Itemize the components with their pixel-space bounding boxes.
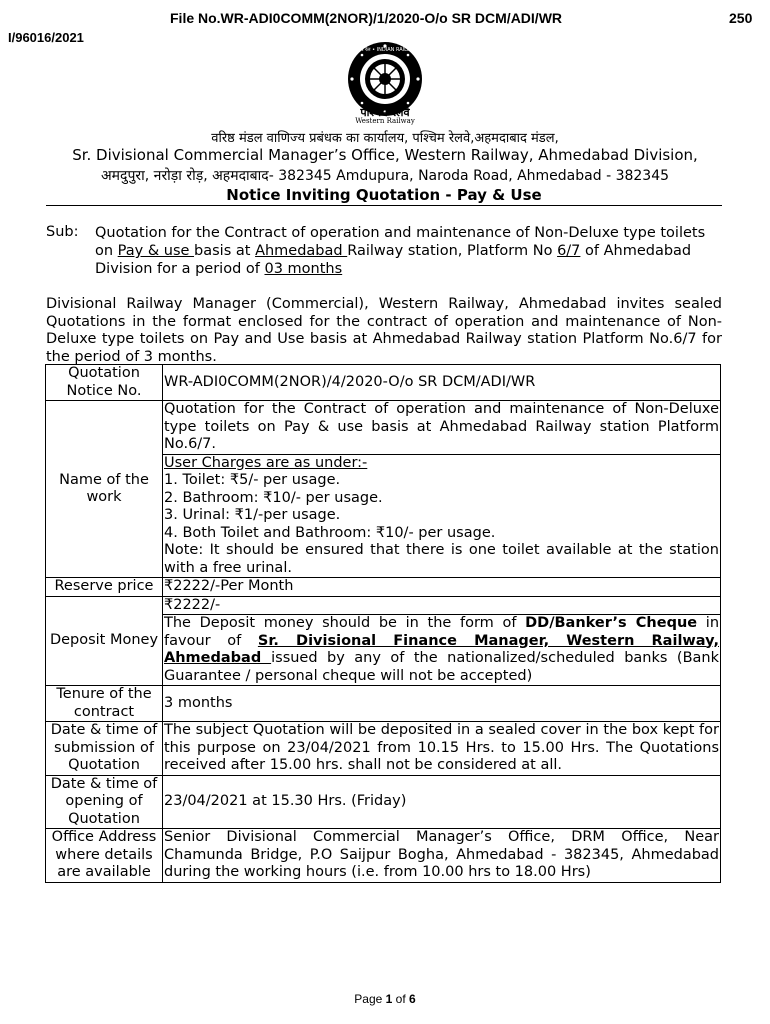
page-footer: Page 1 of 6 <box>354 992 416 1006</box>
notice-no-label: Quotation Notice No. <box>46 365 163 401</box>
intro-paragraph: Divisional Railway Manager (Commercial), Western Railway, Ahmedabad invites sealed Quotations in the format enclosed for the contract of operation and maintenance of Non-Deluxe type toilets on Pay and Use basis at Ahmedabad Railway station Platform No.6/7 for the period of 3 months. <box>46 296 722 365</box>
tenure-label: Tenure of the contract <box>46 686 163 722</box>
notice-title: Notice Inviting Quotation - Pay & Use <box>46 186 722 206</box>
opening-label: Date & time of opening of Quotation <box>46 775 163 829</box>
charge-item: 2. Bathroom: ₹10/- per usage. <box>164 489 383 506</box>
logo-ring-text: भारतीय रेल • INDIAN RAILWAYS <box>349 47 421 53</box>
office-address: अमदुपुरा, नरोड़ा रोड़, अहमदाबाद- 382345 Amdupura, Naroda Road, Ahmedabad - 382345 <box>100 168 670 184</box>
office-address-label: Office Address where details are available <box>46 829 163 883</box>
reserve-price-value: ₹2222/-Per Month <box>163 578 721 597</box>
work-description: Quotation for the Contract of operation and maintenance of Non-Deluxe type toilets on Pay & use basis at Ahmedabad Railway station Platform No.6/7. <box>164 401 719 452</box>
subject-text: Quotation for the Contract of operation and maintenance of Non-Deluxe type toilets on Pay & use basis at Ahmedabad Railway station, Platform No 6/7 of Ahmedabad Division for a period of 03 months <box>95 225 706 277</box>
charge-item: 4. Both Toilet and Bathroom: ₹10/- per usage. <box>164 524 496 541</box>
office-address-value: Senior Divisional Commercial Manager’s Office, DRM Office, Near Chamunda Bridge, P.O Saijpur Bogha, Ahmedabad - 382345, Ahmedabad during the working hours (i.e. from 10.00 hrs to 18.00 Hrs) <box>164 829 719 880</box>
deposit-amount: ₹2222/- <box>163 596 721 615</box>
deposit-terms: The Deposit money should be in the form of DD/Banker’s Cheque in favour of Sr. Divisional Finance Manager, Western Railway, Ahmedabad issued by any of the nationalized/scheduled banks (Bank Guarantee / personal cheque will not be accepted) <box>164 615 720 684</box>
logo-caption-hindi: पश्चिम रेलवे <box>360 106 410 119</box>
charges-note: Note: It should be ensured that there is one toilet available at the station with a free urinal. <box>164 542 719 576</box>
submission-label: Date & time of submission of Quotation <box>46 722 163 776</box>
table-row <box>46 596 721 615</box>
office-name-hindi: वरिष्ठ मंडल वाणिज्य प्रबंधक का कार्यालय, पश्चिम रेलवे,अहमदाबाद मंडल, <box>211 131 559 146</box>
table-row <box>46 775 721 829</box>
logo-caption-english: Western Railway <box>355 117 415 125</box>
page-id: 250 <box>729 10 753 26</box>
office-name-english: Sr. Divisional Commercial Manager’s Office, Western Railway, Ahmedabad Division, <box>72 146 698 164</box>
table-row <box>46 365 721 401</box>
charge-item: 3. Urinal: ₹1/-per usage. <box>164 507 341 523</box>
charges-heading: User Charges are as under:- <box>164 454 368 471</box>
subject-label: Sub: <box>46 224 79 240</box>
table-row <box>46 829 721 883</box>
user-charges <box>163 454 721 578</box>
table-row <box>46 401 721 455</box>
charge-item: 1. Toilet: ₹5/- per usage. <box>164 472 341 488</box>
deposit-label: Deposit Money <box>46 596 163 686</box>
opening-value: 23/04/2021 at 15.30 Hrs. (Friday) <box>163 775 721 829</box>
tenure-value: 3 months <box>163 686 721 722</box>
table-row <box>46 578 721 597</box>
submission-value: The subject Quotation will be deposited in a sealed cover in the box kept for this purpose on 23/04/2021 from 10.15 Hrs. to 15.00 Hrs. The Quotations received after 15.00 hrs. shall not be considered at all. <box>164 722 719 773</box>
notice-no-value: WR-ADI0COMM(2NOR)/4/2020-O/o SR DCM/ADI/WR <box>163 365 721 401</box>
reserve-price-label: Reserve price <box>46 578 163 597</box>
table-row <box>46 722 721 776</box>
table-row <box>46 686 721 722</box>
reference-number: I/96016/2021 <box>8 30 84 45</box>
quotation-details-table <box>45 364 721 883</box>
file-number: File No.WR-ADI0COMM(2NOR)/1/2020-O/o SR DCM/ADI/WR <box>170 10 563 26</box>
work-label: Name of the work <box>46 401 163 578</box>
